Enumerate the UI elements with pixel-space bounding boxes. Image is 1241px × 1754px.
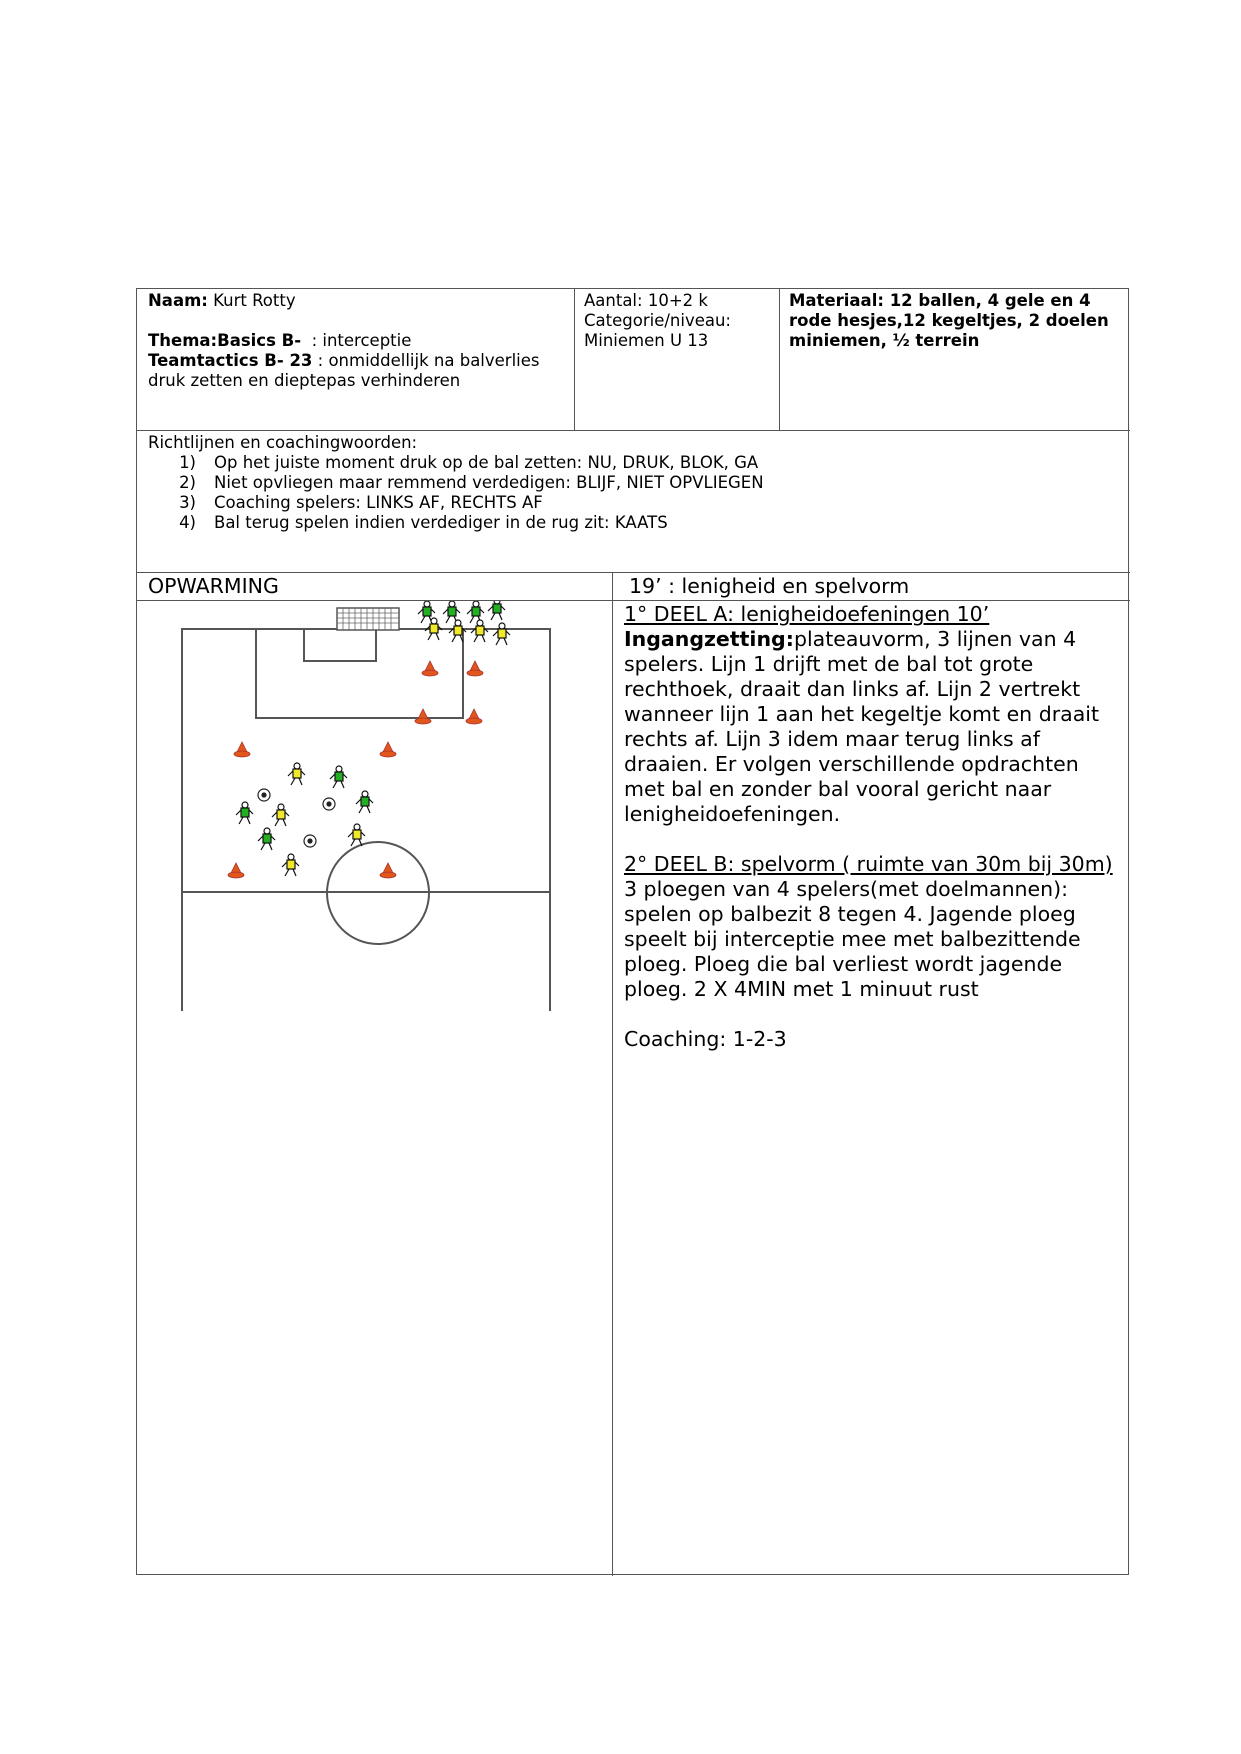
field-outline (182, 629, 550, 1011)
player-yellow-icon (288, 763, 305, 785)
divider (137, 430, 1130, 431)
player-yellow-icon (493, 623, 510, 645)
categorie-value: Miniemen U 13 (584, 331, 709, 350)
exercise-description (624, 602, 1119, 1052)
thema-value: : interceptie (311, 331, 412, 350)
ball-icon (258, 789, 270, 801)
categorie-label: Categorie/niveau: (584, 311, 731, 330)
goal-net-icon (337, 608, 399, 630)
list-item: 1) Op het juiste moment druk op de bal zetten: NU, DRUK, BLOK, GA (179, 453, 759, 472)
player-yellow-icon (282, 854, 299, 876)
divider (574, 289, 575, 431)
list-item: 2) Niet opvliegen maar remmend verdedigen: BLIJF, NIET OPVLIEGEN (179, 473, 764, 492)
teamtactics-value: : onmiddellijk na balverlies druk zetten en dieptepas verhinderen (148, 351, 540, 390)
part-b-text: 3 ploegen van 4 spelers(met doelmannen): spelen op balbezit 8 tegen 4. Jagende ploeg speelt bij interceptie mee met balbezittende ploeg. Ploeg die bal verliest wordt jagende ploeg. 2 X 4MIN met 1 minuut rust (624, 877, 1081, 1001)
divider (612, 572, 613, 1576)
list-item: 4) Bal terug spelen indien verdediger in de rug zit: KAATS (179, 513, 668, 532)
teamtactics-label: Teamtactics B- 23 (148, 351, 313, 370)
header-name-cell (148, 291, 568, 391)
guidelines-title: Richtlijnen en coachingwoorden: (148, 433, 418, 452)
materiaal: Materiaal: 12 ballen, 4 gele en 4 rode hesjes,12 kegeltjes, 2 doelen miniemen, ½ terrein (789, 291, 1109, 350)
header-material-cell (789, 291, 1124, 351)
section-duration: 19’ : lenigheid en spelvorm (629, 574, 910, 598)
player-green-icon (356, 791, 373, 813)
player-green-icon (488, 601, 505, 620)
training-form (136, 288, 1129, 1575)
coaching-text: Coaching: 1-2-3 (624, 1027, 787, 1051)
part-a-text: Ingangzetting:plateauvorm, 3 lijnen van 4 spelers. Lijn 1 drijft met de bal tot grote rechthoek, draait dan links af. Lijn 2 vertrekt wanneer lijn 1 aan het kegeltje komt en draait rechts af. Lijn 3 idem maar terug links af draaien. Er volgen verschillende opdrachten met bal en zonder bal vooral gericht naar lenigheidoefeningen. (624, 627, 1099, 826)
list-item: 3) Coaching spelers: LINKS AF, RECHTS AF (179, 493, 543, 512)
section-title: OPWARMING (148, 574, 279, 598)
player-green-icon (236, 802, 253, 824)
field-diagram (177, 601, 597, 1011)
player-green-icon (330, 766, 347, 788)
aantal: Aantal: 10+2 k (584, 291, 708, 310)
ball-icon (323, 798, 335, 810)
ball-icon (304, 835, 316, 847)
goal-area (304, 629, 376, 661)
guidelines-cell (148, 433, 1118, 533)
header-count-cell (584, 291, 774, 351)
player-green-icon (258, 828, 275, 850)
player-yellow-icon (272, 804, 289, 826)
player-yellow-icon (471, 620, 488, 642)
guidelines-list (160, 453, 1118, 533)
part-b-title: 2° DEEL B: spelvorm ( ruimte van 30m bij 30m) (624, 852, 1113, 876)
player-yellow-icon (348, 824, 365, 846)
player-green-icon (467, 601, 484, 623)
divider (137, 572, 1130, 573)
thema-label: Thema:Basics B- (148, 331, 302, 350)
name-label: Naam: (148, 291, 208, 310)
name-value: Kurt Rotty (213, 291, 296, 310)
part-a-title: 1° DEEL A: lenigheidoefeningen 10’ (624, 602, 990, 626)
divider (779, 289, 780, 431)
